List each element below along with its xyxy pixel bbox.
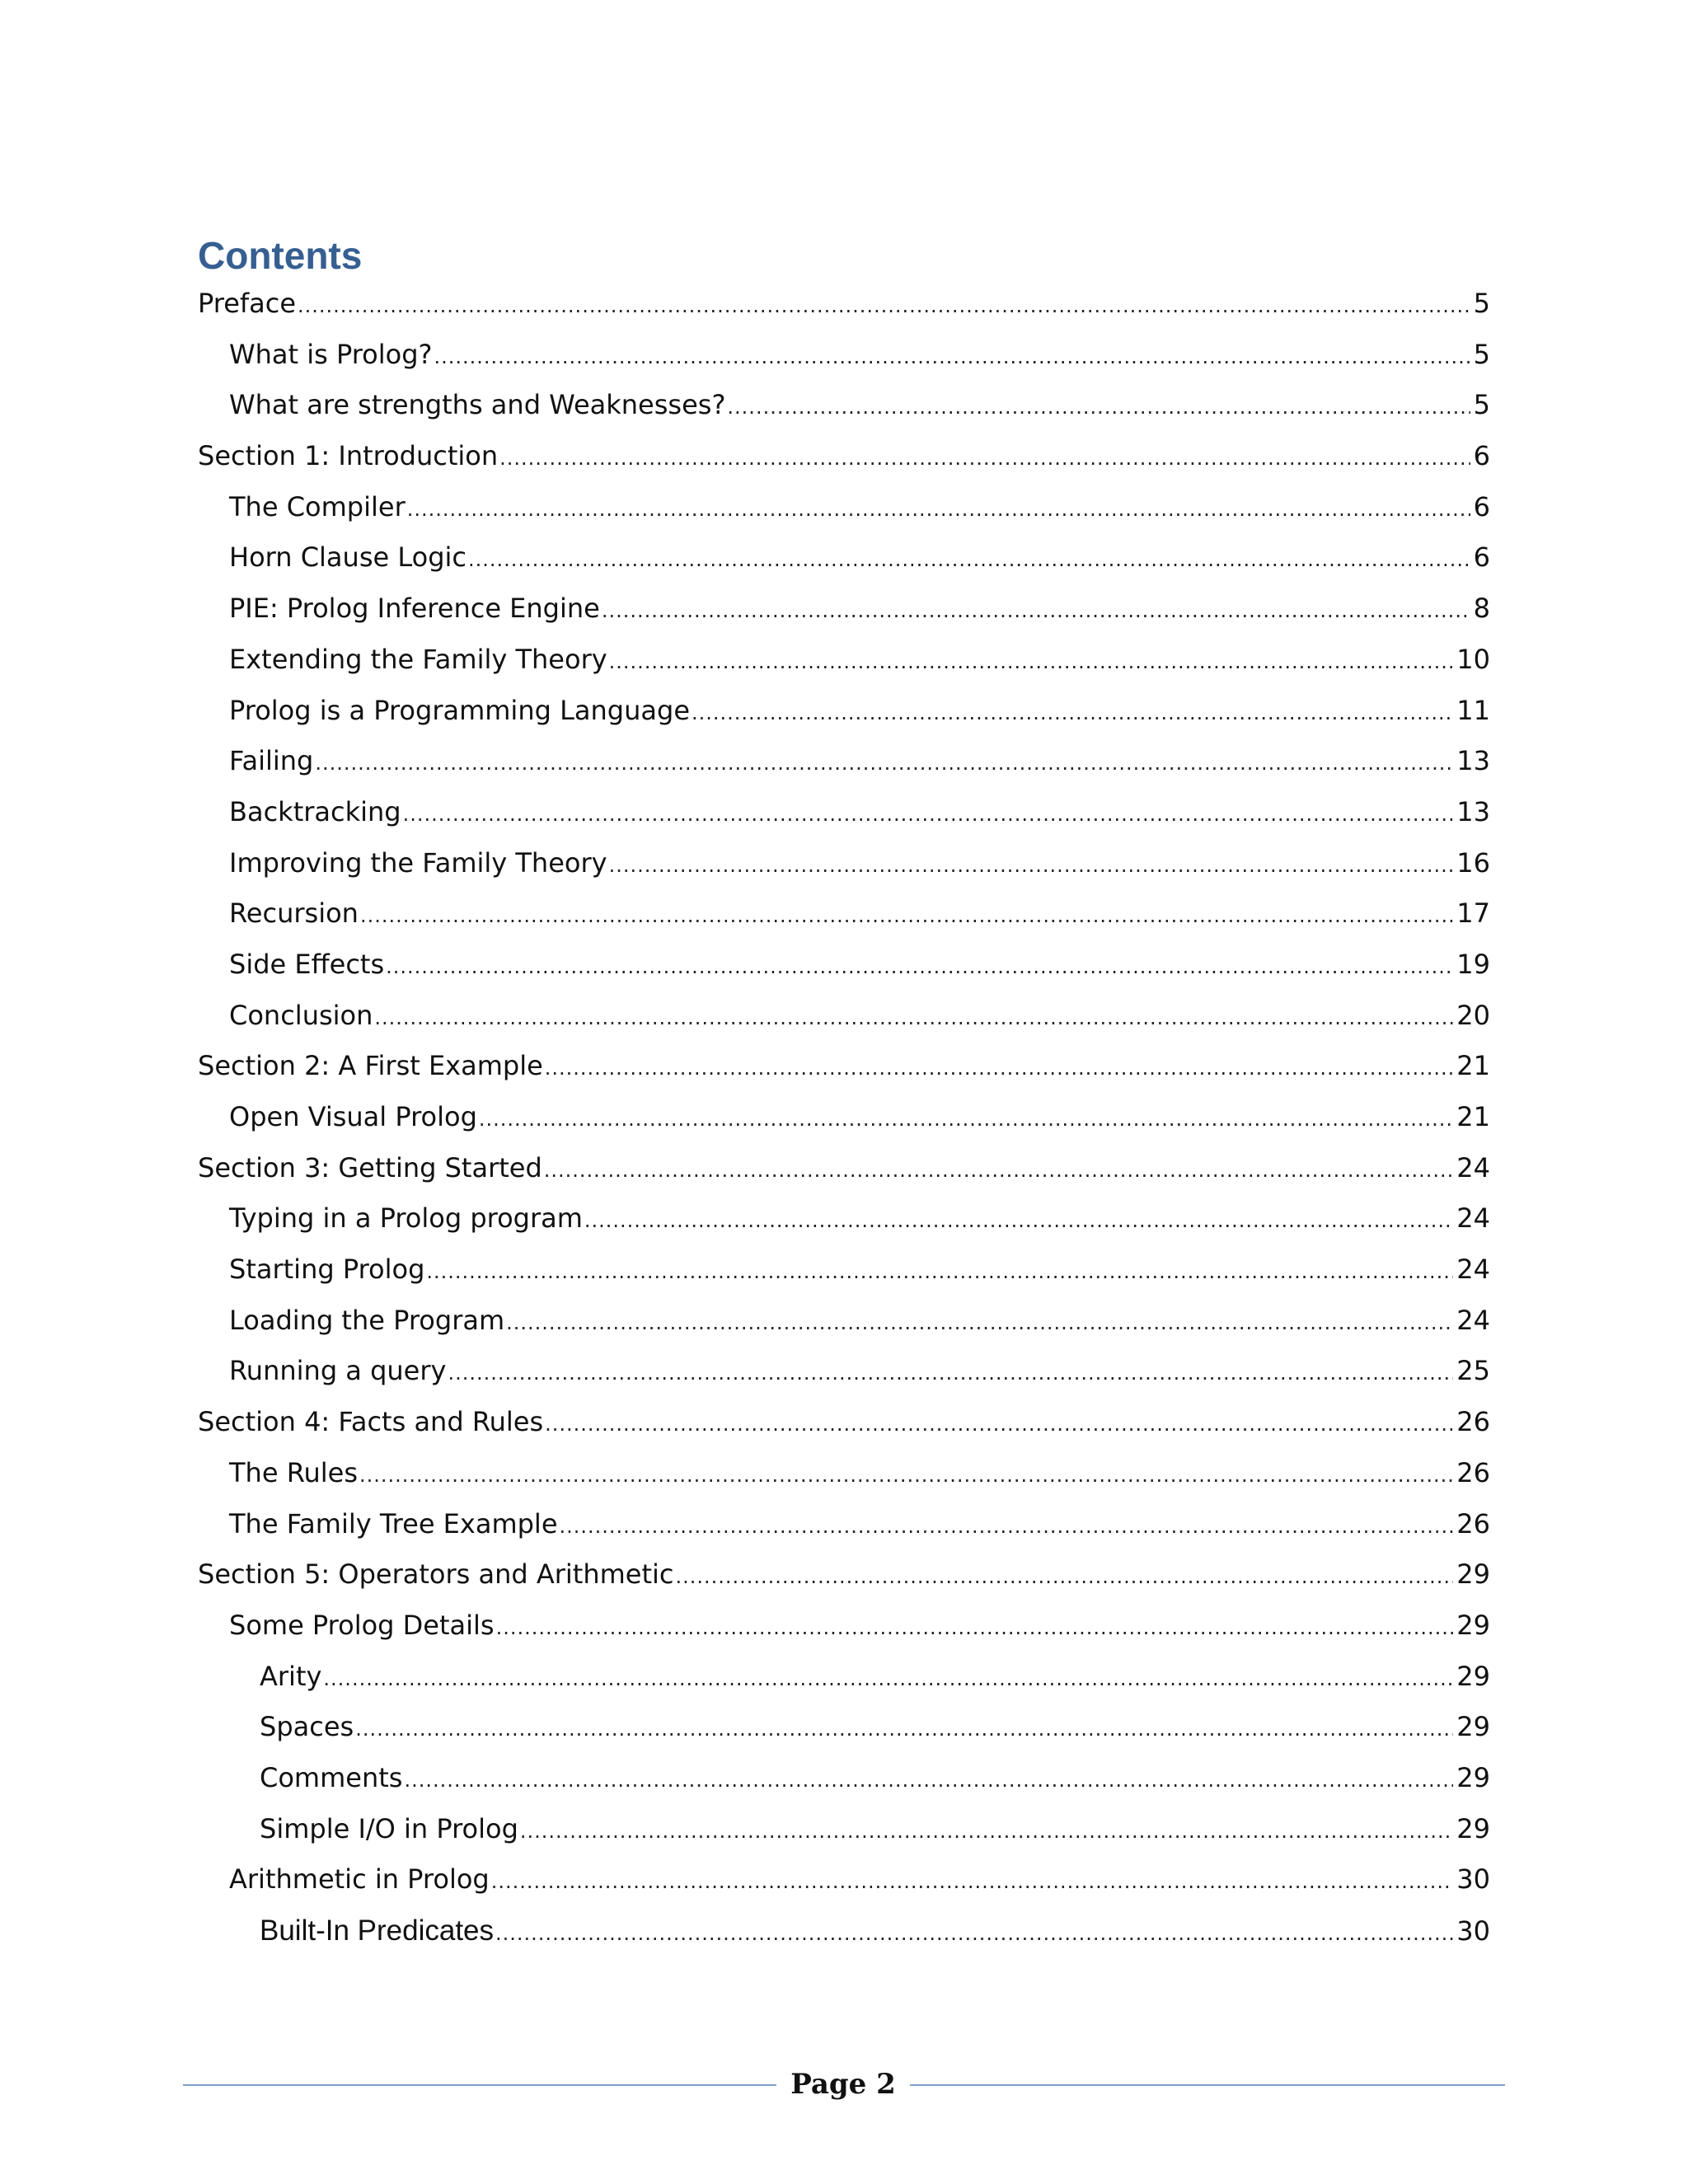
toc-dot-leader	[506, 1298, 1453, 1347]
toc-dot-leader	[584, 1196, 1453, 1244]
toc-dot-leader	[675, 1552, 1453, 1601]
toc-dot-leader	[692, 688, 1453, 737]
toc-dot-leader	[323, 1654, 1453, 1703]
toc-entry-title[interactable]: Starting Prolog	[229, 1254, 425, 1286]
toc-entry[interactable]	[198, 838, 1490, 889]
toc-entry-page-number[interactable]: 8	[1473, 593, 1490, 625]
toc-entry-page-number[interactable]: 20	[1456, 999, 1490, 1031]
toc-dot-leader	[448, 1348, 1453, 1397]
toc-entry-page-number[interactable]: 29	[1456, 1812, 1490, 1844]
toc-entry-title[interactable]: Preface	[198, 288, 297, 319]
toc-dot-leader	[609, 841, 1454, 889]
toc-dot-leader	[545, 1399, 1453, 1448]
toc-entry[interactable]	[198, 1448, 1490, 1499]
toc-entry-page-number[interactable]: 24	[1456, 1254, 1490, 1286]
toc-entry[interactable]	[198, 1244, 1490, 1296]
toc-entry-page-number[interactable]: 16	[1456, 846, 1490, 879]
toc-entry-title[interactable]: Prolog is a Programming Language	[229, 694, 690, 726]
toc-dot-leader	[359, 1451, 1453, 1499]
toc-entry-title[interactable]: Backtracking	[229, 795, 401, 827]
toc-entry-page-number[interactable]: 6	[1473, 541, 1490, 574]
toc-entry-page-number[interactable]: 10	[1456, 643, 1490, 675]
toc-entry-title[interactable]: Section 3: Getting Started	[198, 1151, 542, 1183]
toc-entry-page-number[interactable]: 13	[1456, 745, 1490, 777]
toc-entry[interactable]	[198, 1804, 1490, 1855]
toc-dot-leader	[434, 332, 1470, 381]
toc-entry-page-number[interactable]: 26	[1456, 1507, 1490, 1540]
toc-dot-leader	[426, 1247, 1453, 1296]
toc-dot-leader	[404, 1755, 1453, 1804]
toc-entry-title[interactable]: Conclusion	[229, 999, 373, 1031]
contents-heading: Contents	[198, 234, 363, 277]
toc-entry-title[interactable]: Running a query	[229, 1355, 447, 1387]
toc-entry-title[interactable]: What is Prolog?	[229, 338, 433, 370]
toc-entry-title[interactable]: Some Prolog Details	[229, 1609, 495, 1641]
toc-entry-title[interactable]: Built-In Predicates	[260, 1915, 495, 1947]
toc-entry[interactable]	[198, 787, 1490, 838]
toc-dot-leader	[386, 942, 1453, 991]
toc-entry[interactable]	[198, 1652, 1490, 1703]
toc-entry-page-number[interactable]: 30	[1456, 1915, 1490, 1947]
toc-entry-page-number[interactable]: 13	[1456, 795, 1490, 827]
toc-entry-title[interactable]: Open Visual Prolog	[229, 1101, 477, 1132]
toc-dot-leader	[298, 281, 1470, 330]
toc-entry-title[interactable]: Section 4: Facts and Rules	[198, 1406, 544, 1438]
toc-entry-page-number[interactable]: 29	[1456, 1660, 1490, 1692]
toc-dot-leader	[374, 993, 1453, 1042]
toc-entry[interactable]	[198, 330, 1490, 381]
toc-dot-leader	[499, 434, 1470, 482]
toc-entry-page-number[interactable]: 21	[1456, 1101, 1490, 1132]
toc-entry[interactable]	[198, 1601, 1490, 1652]
toc-entry-page-number[interactable]: 5	[1473, 338, 1490, 370]
toc-dot-leader	[315, 738, 1453, 787]
toc-entry-page-number[interactable]: 6	[1473, 490, 1490, 523]
toc-dot-leader	[545, 1043, 1454, 1092]
toc-dot-leader	[602, 586, 1470, 635]
toc-entry-page-number[interactable]: 24	[1456, 1304, 1490, 1336]
toc-entry[interactable]	[198, 1092, 1490, 1143]
toc-entry-title[interactable]: The Rules	[229, 1456, 359, 1488]
toc-dot-leader	[491, 1857, 1454, 1905]
toc-entry-page-number[interactable]: 29	[1456, 1558, 1490, 1591]
toc-entry[interactable]	[198, 1346, 1490, 1397]
toc-entry-page-number[interactable]: 19	[1456, 948, 1490, 980]
page-footer	[183, 2052, 1505, 2118]
toc-entry-title[interactable]: Failing	[229, 745, 314, 777]
toc-entry-page-number[interactable]: 5	[1473, 288, 1490, 319]
toc-entry-title[interactable]: Improving the Family Theory	[229, 846, 607, 879]
toc-entry-title[interactable]: The Family Tree Example	[229, 1507, 558, 1540]
toc-entry-title[interactable]: Horn Clause Logic	[229, 541, 467, 574]
toc-entry-title[interactable]: PIE: Prolog Inference Engine	[229, 593, 600, 625]
toc-entry[interactable]	[198, 1143, 1490, 1194]
toc-entry[interactable]	[198, 431, 1490, 482]
toc-dot-leader	[407, 485, 1470, 533]
toc-entry[interactable]	[198, 1549, 1490, 1601]
toc-entry[interactable]	[198, 1397, 1490, 1448]
table-of-contents	[198, 279, 1490, 1957]
toc-entry-title[interactable]: Side Effects	[229, 948, 385, 980]
toc-entry-title[interactable]: The Compiler	[229, 490, 406, 523]
toc-entry[interactable]	[198, 736, 1490, 787]
toc-entry-title[interactable]: What are strengths and Weaknesses?	[229, 389, 726, 421]
toc-entry-title[interactable]: Recursion	[229, 898, 359, 930]
toc-entry[interactable]	[198, 482, 1490, 533]
toc-entry[interactable]	[198, 1905, 1490, 1957]
toc-dot-leader	[727, 382, 1470, 431]
toc-entry[interactable]	[198, 1041, 1490, 1092]
toc-dot-leader	[560, 1502, 1454, 1550]
toc-entry-title[interactable]: Spaces	[260, 1711, 354, 1743]
page-number-label: Page 2	[790, 2068, 896, 2101]
toc-entry-page-number[interactable]: 6	[1473, 440, 1490, 472]
toc-entry-title[interactable]: Arithmetic in Prolog	[229, 1863, 490, 1896]
toc-entry[interactable]	[198, 1854, 1490, 1905]
toc-entry[interactable]	[198, 1499, 1490, 1550]
toc-entry-title[interactable]: Typing in a Prolog program	[229, 1202, 583, 1235]
toc-dot-leader	[495, 1909, 1453, 1957]
footer-rule-left	[183, 2084, 776, 2086]
toc-entry[interactable]	[198, 1193, 1490, 1244]
toc-dot-leader	[496, 1603, 1454, 1652]
toc-entry-page-number[interactable]: 29	[1456, 1761, 1490, 1793]
toc-entry[interactable]	[198, 583, 1490, 635]
toc-dot-leader	[544, 1146, 1454, 1194]
toc-dot-leader	[360, 891, 1453, 940]
toc-entry-page-number[interactable]: 21	[1456, 1050, 1490, 1082]
toc-dot-leader	[403, 790, 1454, 838]
toc-entry[interactable]	[198, 940, 1490, 991]
toc-entry-title[interactable]: Section 2: A First Example	[198, 1050, 543, 1082]
toc-entry[interactable]	[198, 1753, 1490, 1804]
toc-entry[interactable]	[198, 991, 1490, 1042]
toc-entry-page-number[interactable]: 11	[1456, 694, 1490, 726]
toc-entry[interactable]	[198, 888, 1490, 940]
toc-dot-leader	[468, 535, 1470, 583]
toc-entry-title[interactable]: Arity	[260, 1660, 322, 1692]
toc-entry-page-number[interactable]: 26	[1456, 1456, 1490, 1488]
toc-entry[interactable]	[198, 686, 1490, 737]
toc-entry[interactable]	[198, 635, 1490, 686]
toc-entry-title[interactable]: Comments	[260, 1761, 403, 1793]
toc-dot-leader	[609, 637, 1454, 686]
toc-dot-leader	[520, 1807, 1453, 1855]
toc-entry-page-number[interactable]: 30	[1456, 1863, 1490, 1896]
toc-entry[interactable]	[198, 279, 1490, 330]
toc-entry-title[interactable]: Section 1: Introduction	[198, 440, 499, 472]
toc-entry-page-number[interactable]: 24	[1456, 1202, 1490, 1235]
toc-entry-page-number[interactable]: 26	[1456, 1406, 1490, 1438]
toc-entry-title[interactable]: Section 5: Operators and Arithmetic	[198, 1558, 674, 1591]
toc-entry-page-number[interactable]: 24	[1456, 1151, 1490, 1183]
toc-entry-page-number[interactable]: 17	[1456, 898, 1490, 930]
toc-entry-page-number[interactable]: 29	[1456, 1609, 1490, 1641]
toc-entry-page-number[interactable]: 5	[1473, 389, 1490, 421]
toc-entry-page-number[interactable]: 25	[1456, 1355, 1490, 1387]
toc-entry[interactable]	[198, 380, 1490, 431]
toc-dot-leader	[479, 1094, 1453, 1143]
footer-rule-right	[910, 2084, 1505, 2086]
toc-entry-title[interactable]: Loading the Program	[229, 1304, 505, 1336]
toc-entry[interactable]	[198, 532, 1490, 583]
toc-dot-leader	[355, 1704, 1453, 1753]
toc-entry[interactable]	[198, 1296, 1490, 1347]
toc-entry-title[interactable]: Simple I/O in Prolog	[260, 1812, 518, 1844]
toc-entry[interactable]	[198, 1702, 1490, 1753]
toc-entry-page-number[interactable]: 29	[1456, 1711, 1490, 1743]
toc-entry-title[interactable]: Extending the Family Theory	[229, 643, 607, 675]
